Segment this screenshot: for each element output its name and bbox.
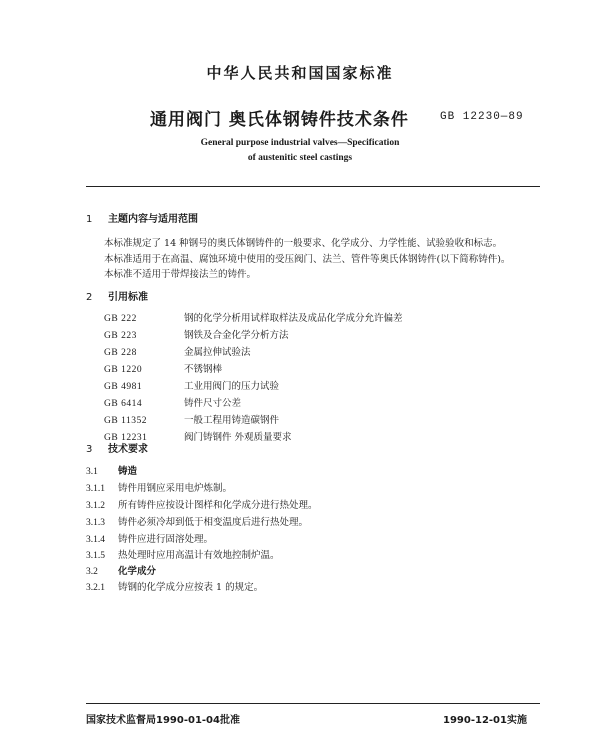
clause <box>86 547 280 561</box>
section-1-heading <box>86 210 198 225</box>
section-title: 技术要求 <box>108 444 148 455</box>
clause-text: 铸件必须冷却到低于相变温度后进行热处理。 <box>118 517 309 528</box>
reference-code: GB 12231 <box>104 433 148 443</box>
reference-title: 阀门铸钢件 外观质量要求 <box>184 432 292 443</box>
reference-code: GB 223 <box>104 331 137 341</box>
section-number: 3 <box>86 444 93 455</box>
section-title: 主题内容与适用范围 <box>108 214 198 225</box>
reference-item <box>104 327 289 341</box>
approval-info: 国家技术监督局1990-01-04批准 <box>86 715 240 726</box>
section-number: 1 <box>86 214 93 225</box>
section-title: 引用标准 <box>108 292 148 303</box>
reference-code: GB 6414 <box>104 399 143 409</box>
standard-title: 中华人民共和国国家标准 <box>206 64 394 82</box>
clause-text: 铸造 <box>118 466 138 477</box>
reference-code: GB 4981 <box>104 382 143 392</box>
section-3-heading <box>86 440 148 455</box>
reference-code: GB 222 <box>104 314 137 324</box>
clause-text: 所有铸件应按设计图样和化学成分进行热处理。 <box>118 500 318 511</box>
reference-item <box>104 412 279 426</box>
clause-number: 3.1.4 <box>86 535 105 545</box>
header-divider <box>86 186 540 187</box>
reference-item <box>104 361 222 375</box>
reference-item <box>104 378 279 392</box>
reference-item <box>104 395 241 409</box>
implementation-date: 1990-12-01实施 <box>443 715 527 726</box>
section-number: 2 <box>86 292 93 303</box>
reference-title: 工业用阀门的压力试验 <box>184 381 280 392</box>
english-title-line-1: General purpose industrial valves—Specification <box>200 138 400 148</box>
section-2-heading <box>86 288 148 303</box>
clause-number: 3.2 <box>86 567 98 577</box>
clause-number: 3.1 <box>86 467 98 477</box>
footer-divider <box>86 703 540 704</box>
clause-text: 铸钢的化学成分应按表 1 的规定。 <box>118 582 264 593</box>
section-1-paragraph: 本标准适用于在高温、腐蚀环境中使用的受压阀门、法兰、管件等奥氏体钢铸件(以下简称铸件)。 <box>104 254 511 265</box>
clause <box>86 531 213 545</box>
reference-title: 钢的化学分析用试样取样法及成品化学成分允许偏差 <box>184 313 403 324</box>
reference-title: 一般工程用铸造碳钢件 <box>184 415 280 426</box>
document-title: 通用阀门 奥氏体钢铸件技术条件 <box>150 110 409 130</box>
clause-number: 3.1.3 <box>86 518 105 528</box>
section-1-paragraph: 本标准不适用于带焊接法兰的铸件。 <box>104 269 257 280</box>
reference-code: GB 228 <box>104 348 137 358</box>
reference-code: GB 11352 <box>104 416 147 426</box>
reference-title: 金属拉伸试验法 <box>184 347 251 358</box>
reference-item <box>104 344 251 358</box>
clause-text: 热处理时应用高温计有效地控制炉温。 <box>118 550 280 561</box>
clause-number: 3.1.5 <box>86 551 105 561</box>
clause-text: 铸件用钢应采用电炉炼制。 <box>118 483 233 494</box>
gb-standard-code: GB 12230—89 <box>440 111 524 123</box>
reference-title: 铸件尺寸公差 <box>184 398 242 409</box>
clause <box>86 563 156 577</box>
clause <box>86 514 308 528</box>
clause <box>86 463 137 477</box>
clause <box>86 579 263 593</box>
clause-number: 3.1.1 <box>86 484 105 494</box>
clause-number: 3.2.1 <box>86 583 105 593</box>
reference-code: GB 1220 <box>104 365 143 375</box>
reference-item <box>104 310 403 324</box>
reference-title: 钢铁及合金化学分析方法 <box>184 330 289 341</box>
reference-title: 不锈钢棒 <box>184 364 223 375</box>
clause <box>86 497 318 511</box>
section-1-paragraph: 本标准规定了 14 种钢号的奥氏体钢铸件的一般要求、化学成分、力学性能、试验验收和标志。 <box>104 238 503 249</box>
clause-number: 3.1.2 <box>86 501 105 511</box>
clause <box>86 480 232 494</box>
english-title-line-2: of austenitic steel castings <box>247 153 353 163</box>
clause-text: 铸件应进行固溶处理。 <box>118 534 214 545</box>
clause-text: 化学成分 <box>118 566 157 577</box>
